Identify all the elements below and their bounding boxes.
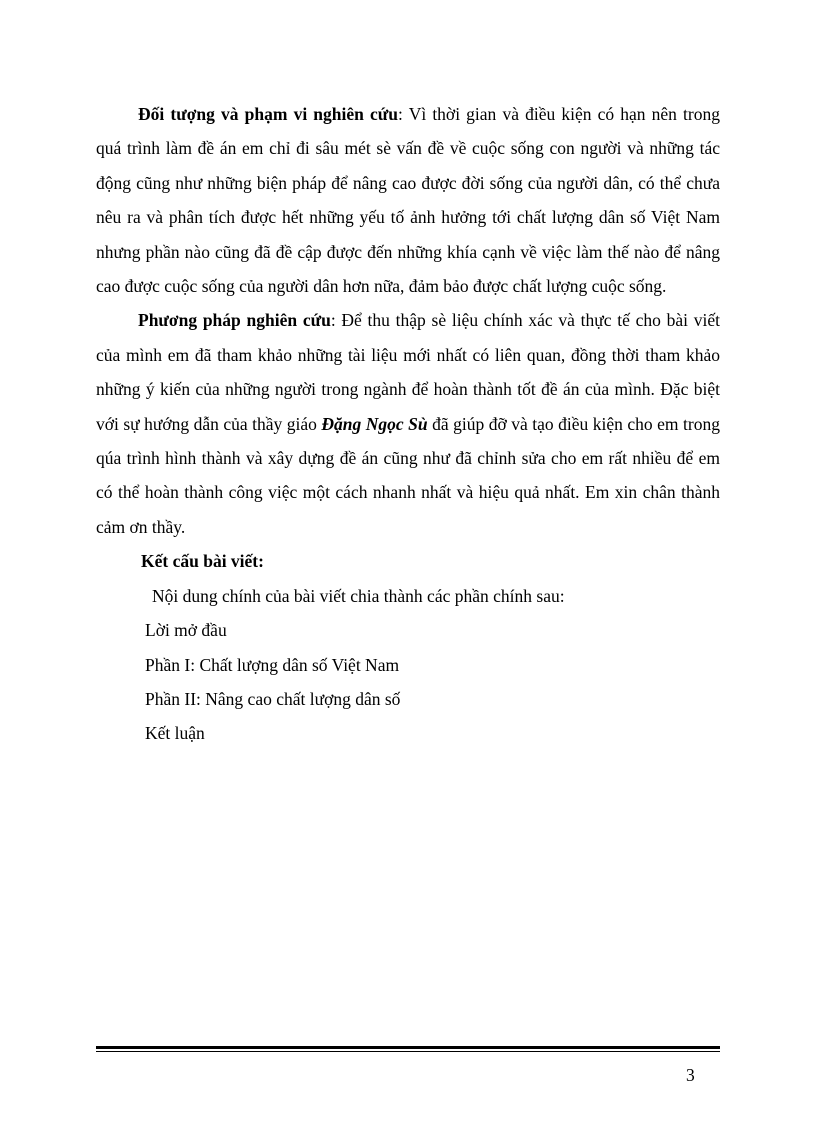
scope-text: : Vì thời gian và điều kiện có hạn nên trong quá trình làm đề án em chỉ đi sâu mét sè vấn đề về cuộc sống con người và những tác động cũng như những biện pháp để nâng cao được đời sống của người dân, có thể chưa nêu ra và phân tích được hết những yếu tố ảnh hưởng tới chất lượng dân số Việt Nam nhưng phần nào cũng đã đề cập được đến những khía cạnh về việc làm thế nào để nâng cao được cuộc sống của người dân hơn nữa, đảm bảo được chất lượng cuộc sống. [96, 104, 720, 297]
page-number: 3 [686, 1065, 695, 1085]
structure-heading: Kết cấu bài viết: [141, 551, 264, 572]
structure-intro: Nội dung chính của bài viết chia thành các phần chính sau: [152, 585, 565, 606]
footer-divider [96, 1046, 720, 1049]
method-heading: Phương pháp nghiên cứu [138, 310, 331, 331]
structure-item-part-1: Phần I: Chất lượng dân số Việt Nam [145, 654, 400, 675]
document-body [96, 97, 720, 751]
method-paragraph [96, 303, 720, 544]
method-text-after: đã giúp đỡ và tạo điều kiện cho em trong qúa trình hình thành và xây dựng đề án cũng như đã chỉnh sửa cho em rất nhiều để em có thể hoàn thành công việc một cách nhanh nhất và hiệu quả nhất. Em xin chân thành cảm ơn thầy. [96, 413, 720, 537]
method-text-before: : Để thu thập sè liệu chính xác và thực tế cho bài viết của mình em đã tham khảo những tài liệu mới nhất có liên quan, đồng thời tham khảo những ý kiến của những người trong ngành để hoàn thành tốt đề án của mình. Đặc biệt với sự hướng dẫn của thầy giáo [96, 310, 720, 434]
footer-divider-thin [96, 1051, 720, 1052]
advisor-name: Đặng Ngọc Sù [321, 413, 428, 434]
structure-item-intro: Lời mở đầu [145, 620, 227, 641]
structure-item-part-2: Phần II: Nâng cao chất lượng dân số [145, 688, 401, 709]
scope-paragraph [96, 97, 720, 303]
scope-heading: Đối tượng và phạm vi nghiên cứu [138, 104, 399, 124]
structure-item-conclusion: Kết luận [145, 723, 205, 744]
